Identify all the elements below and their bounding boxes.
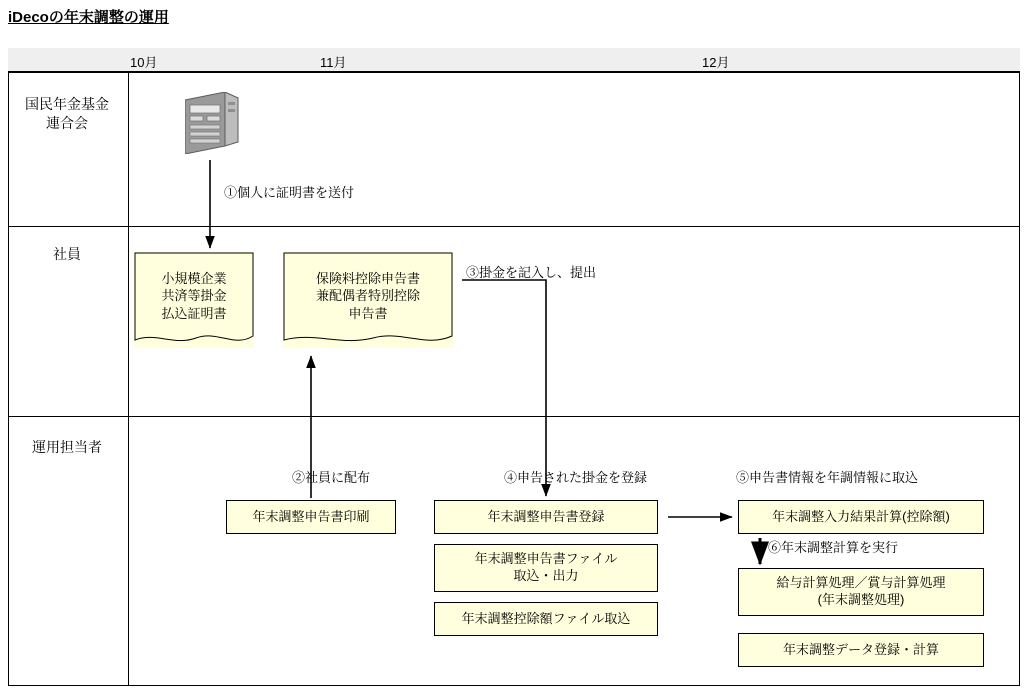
note-6: ⑥年末調整計算を実行	[768, 540, 899, 555]
doc-hokenryo-line1: 保険料控除申告書	[315, 270, 420, 286]
note-3: ③掛金を記入し、提出	[466, 265, 597, 280]
box-payroll-processing-line2: (年末調整処理)	[817, 592, 905, 607]
row-label-kokumin-line1: 国民年金基金	[25, 96, 109, 112]
doc-shoukibo-text	[134, 252, 254, 348]
header-divider	[9, 72, 1019, 73]
row-label-tantousha: 運用担当者	[32, 439, 102, 455]
doc-shoukibo-line3: 払込証明書	[161, 305, 227, 321]
month-label-10: 10月	[130, 55, 158, 70]
doc-hokenryo-line2: 兼配偶者特別控除	[315, 288, 420, 304]
month-header-strip	[8, 48, 1020, 72]
month-label-11: 11月	[320, 55, 347, 70]
box-declaration-file-io-line1: 年末調整申告書ファイル	[474, 551, 618, 567]
row-label-shain: 社員	[53, 246, 81, 262]
server-icon	[185, 92, 239, 154]
row-label-kokumin	[14, 95, 120, 133]
doc-shoukibo-line2: 共済等掛金	[161, 288, 227, 304]
doc-shoukibo	[134, 252, 254, 348]
note-1: ①個人に証明書を送付	[224, 185, 355, 200]
doc-hokenryo	[283, 252, 453, 348]
page-title: iDecoの年末調整の運用	[8, 9, 169, 26]
box-declaration-register[interactable]: 年末調整申告書登録	[434, 500, 658, 534]
box-data-register-calc[interactable]: 年末調整データ登録・計算	[738, 633, 984, 667]
doc-shoukibo-line1: 小規模企業	[161, 270, 227, 286]
doc-hokenryo-line3: 申告書	[348, 305, 388, 321]
note-5: ⑤申告書情報を年調情報に取込	[736, 470, 919, 485]
note-4: ④申告された掛金を登録	[504, 470, 648, 485]
column-divider	[128, 49, 129, 685]
doc-hokenryo-text	[283, 252, 453, 348]
box-payroll-processing[interactable]	[738, 568, 984, 616]
box-payroll-processing-line1: 給与計算処理／賞与計算処理	[776, 575, 946, 591]
box-input-result-calc[interactable]: 年末調整入力結果計算(控除額)	[738, 500, 984, 534]
box-deduction-file-import[interactable]: 年末調整控除額ファイル取込	[434, 602, 658, 636]
row-divider-2	[9, 416, 1019, 417]
box-declaration-file-io[interactable]	[434, 544, 658, 592]
box-year-end-print[interactable]: 年末調整申告書印刷	[226, 500, 396, 534]
box-declaration-file-io-line2: 取込・出力	[513, 568, 579, 583]
month-label-12: 12月	[702, 55, 730, 70]
row-divider-1	[9, 226, 1019, 227]
note-2: ②社員に配布	[292, 470, 371, 485]
row-label-kokumin-line2: 連合会	[46, 114, 88, 131]
